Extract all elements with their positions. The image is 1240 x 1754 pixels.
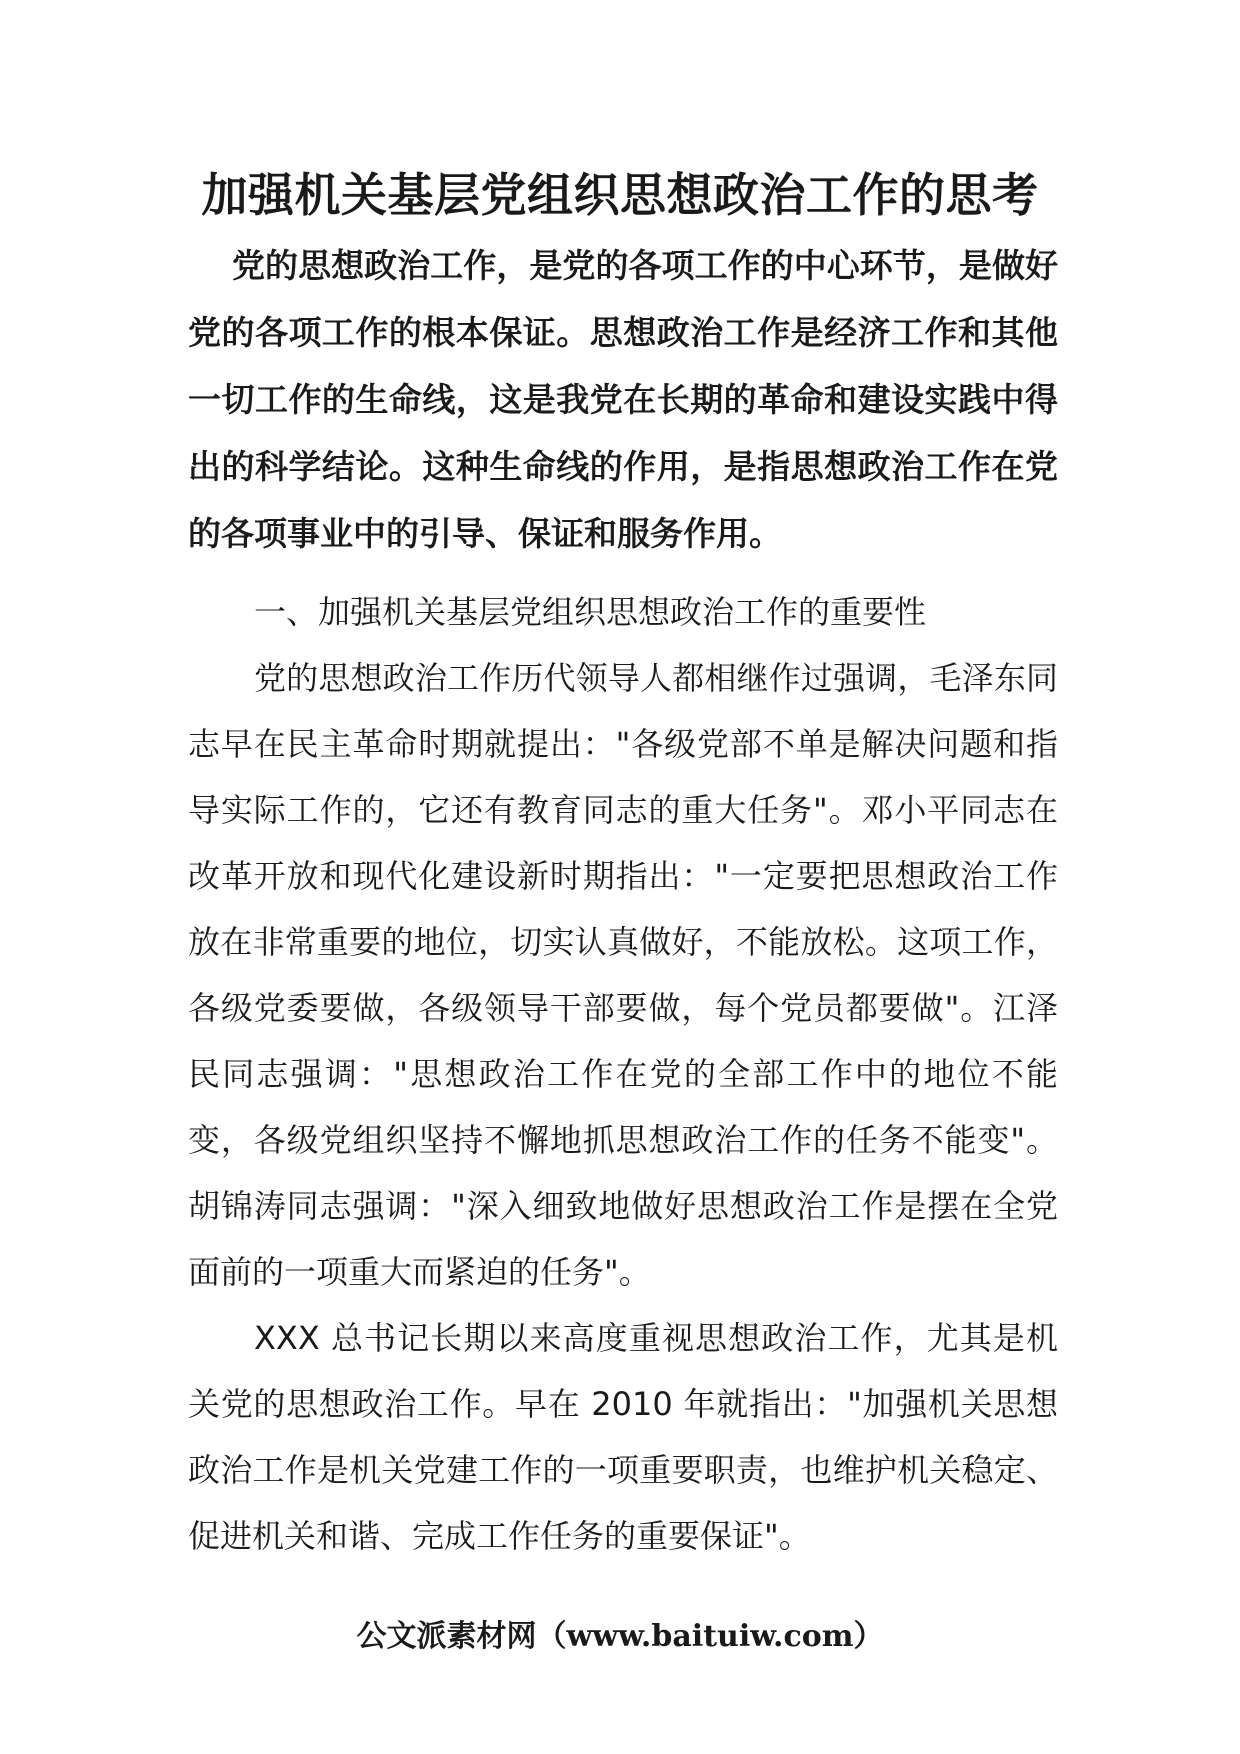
section-heading: 一、加强机关基层党组织思想政治工作的重要性	[254, 593, 927, 631]
body-paragraph-1: 党的思想政治工作历代领导人都相继作过强调，毛泽东同志早在民主革命时期就提出："各级党部不单是解决问题和指导实际工作的，它还有教育同志的重大任务"。邓小平同志在改革开放和现代化建设新时期指出："一定要把思想政治工作放在非常重要的地位，切实认真做好，不能放松。这项工作，各级党委要做，各级领导干部要做，每个党员都要做"。江泽民同志强调："思想政治工作在党的全部工作中的地位不能变，各级党组织坚持不懈地抓思想政治工作的任务不能变"。胡锦涛同志强调："深入细致地做好思想政治工作是摆在全党面前的一项重大而紧迫的任务"。	[188, 659, 1058, 1291]
lead-paragraph: 党的思想政治工作，是党的各项工作的中心环节，是做好党的各项工作的根本保证。思想政治工作是经济工作和其他一切工作的生命线，这是我党在长期的革命和建设实践中得出的科学结论。这种生命线的作用，是指思想政治工作在党的各项事业中的引导、保证和服务作用。	[188, 246, 1058, 553]
document-title: 加强机关基层党组织思想政治工作的思考	[201, 168, 1039, 222]
document-body	[188, 232, 1058, 1569]
body-paragraph-2: XXX 总书记长期以来高度重视思想政治工作，尤其是机关党的思想政治工作。早在 2010 年就指出："加强机关思想政治工作是机关党建工作的一项重要职责，也维护机关稳定、促进机关和谐、完成工作任务的重要保证"。	[188, 1319, 1058, 1555]
footer-source-text: 公文派素材网（www.baituiw.com）	[356, 1619, 884, 1654]
